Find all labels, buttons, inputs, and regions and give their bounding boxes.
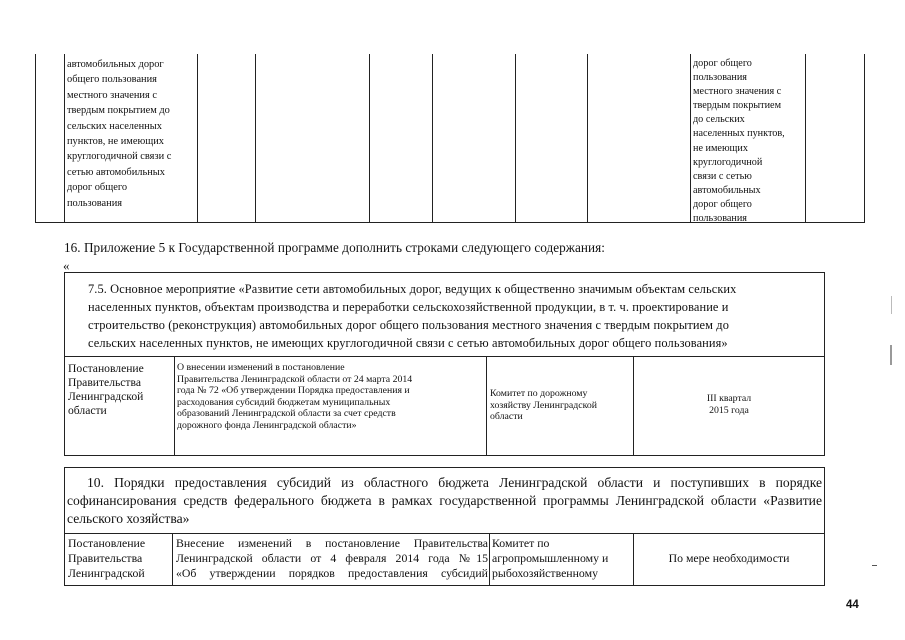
responsible-executor: Комитет по агропромышленному и рыбохозяйственному <box>492 536 609 581</box>
table-border <box>369 54 370 223</box>
scan-mark <box>890 345 892 365</box>
table-cell-text: дорог общего пользования местного значения с твердым покрытием до сельских населенных пунктов, не имеющих круглогодичной связи с сетью автомобильных дорог общего пользования <box>693 58 785 225</box>
table-border <box>805 54 806 223</box>
responsible-executor: Комитет по дорожному хозяйству Ленинградской области <box>490 388 597 423</box>
table-border <box>864 54 865 223</box>
table-cell-text: автомобильных дорог общего пользования местного значения с твердым покрытием до сельских населенных пунктов, не имеющих круглогодичной связи с сетью автомобильных дорог общего пользования <box>67 59 172 209</box>
table-border <box>486 356 487 456</box>
table-border <box>172 533 173 586</box>
scan-mark <box>891 296 892 314</box>
deadline: По мере необходимости <box>668 551 790 565</box>
table-border <box>489 533 490 586</box>
document-description: О внесении изменений в постановление Правительства Ленинградской области от 24 марта 2014 года № 72 «Об утверждении Порядка предоставления и расходования субсидий бюджетам муниципальных образований Ленинградской области за счет средств дорожного фонда Ленинградской области» <box>177 362 413 431</box>
scan-mark <box>872 565 877 566</box>
table-border <box>432 54 433 223</box>
page-number: 44 <box>846 599 859 611</box>
table-border <box>515 54 516 223</box>
table-border <box>64 54 65 223</box>
table-border <box>587 54 588 223</box>
table-border <box>64 533 825 534</box>
table-border <box>174 356 175 456</box>
open-quote: « <box>63 258 70 273</box>
table-border <box>197 54 198 223</box>
document-type: Постановление Правительства Ленинградской области <box>68 362 144 417</box>
table-border <box>255 54 256 223</box>
section-heading: 16. Приложение 5 к Государственной программе дополнить строками следующего содержания: <box>64 240 605 255</box>
document-type: Постановление Правительства Ленинградской <box>68 536 146 581</box>
document-description: Внесение изменений в постановление Правительства Ленинградской области от 4 февраля 2014 года №15 «Об утверждении порядков предоставления субсидий <box>176 536 488 581</box>
section-title: 10. Порядки предоставления субсидий из областного бюджета Ленинградской области и поступивших в порядке софинансирования средств федерального бюджета в рамках государственной программы Ленинградской области «Развитие сельского хозяйства» <box>67 475 822 526</box>
table-border <box>690 54 691 223</box>
deadline: III квартал 2015 года <box>706 393 752 416</box>
table-border <box>35 54 36 223</box>
measure-title: 7.5. Основное мероприятие «Развитие сети автомобильных дорог, ведущих к общественно значимым объектам сельских населенных пунктов, объектам производства и переработки сельскохозяйственной продукции, в т. ч. проектирование и строительство (реконструкция) автомобильных дорог общего пользования местного значения с твердым покрытием до сельских населенных пунктов, не имеющих круглогодичной связи с сетью автомобильных дорог общего пользования» <box>88 282 737 350</box>
table-border <box>64 356 825 357</box>
